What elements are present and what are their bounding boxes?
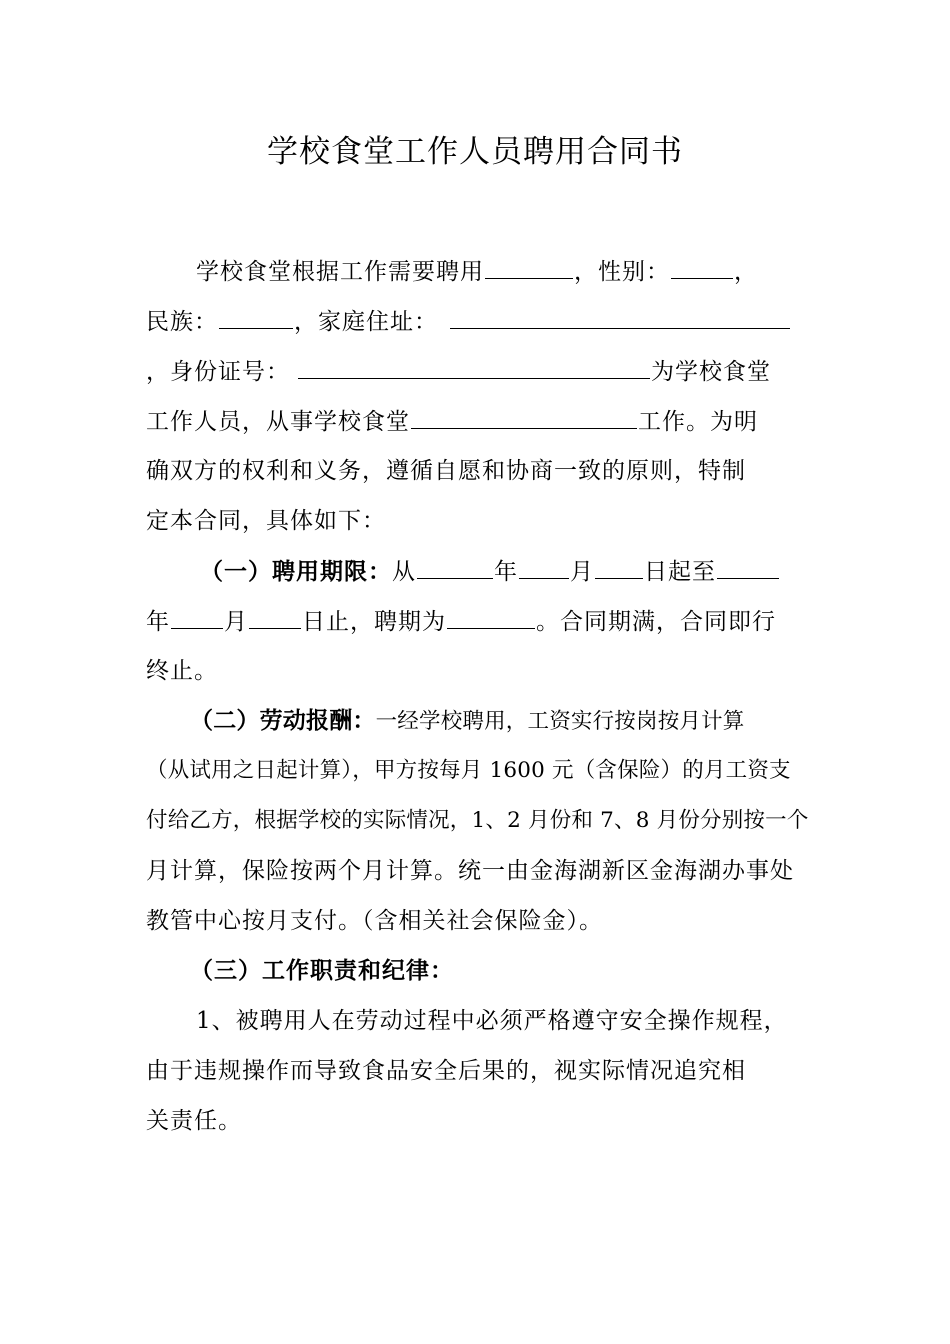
- term-line-3: 终止。: [146, 658, 218, 684]
- duration-blank[interactable]: [447, 606, 535, 629]
- intro-line-6: 定本合同，具体如下：: [146, 508, 386, 534]
- intro-text: ，家庭住址：: [294, 309, 438, 335]
- term-text: 。合同期满，合同即行: [536, 609, 776, 635]
- ethnicity-blank[interactable]: [219, 306, 293, 329]
- document-title: 学校食堂工作人员聘用合同书: [267, 134, 683, 170]
- intro-line-5: 确双方的权利和义务，遵循自愿和协商一致的原则，特制: [146, 458, 746, 484]
- term-text: 日止，聘期为: [302, 609, 446, 635]
- duty-item1-line-1: 1、被聘用人在劳动过程中必须严格遵守安全操作规程，: [196, 1008, 788, 1034]
- intro-line-3: [146, 356, 771, 387]
- intro-line-4: [146, 406, 758, 437]
- term-text: 从: [392, 559, 416, 585]
- intro-text: ，身份证号：: [146, 359, 290, 385]
- term-text: 日起至: [644, 559, 716, 585]
- end-year-blank[interactable]: [717, 556, 779, 579]
- intro-text: 为学校食堂: [651, 359, 771, 385]
- term-heading: （一）聘用期限：: [200, 559, 392, 585]
- intro-text: 工作。为明: [638, 409, 758, 435]
- pay-line-5: 教管中心按月支付。（含相关社会保险金）。: [146, 908, 603, 934]
- duty-item1-line-2: 由于违规操作而导致食品安全后果的，视实际情况追究相: [146, 1058, 746, 1084]
- start-month-blank[interactable]: [519, 556, 569, 579]
- term-text: 年: [494, 559, 518, 585]
- gender-blank[interactable]: [671, 256, 733, 279]
- intro-text: 民族：: [146, 309, 218, 335]
- start-day-blank[interactable]: [595, 556, 643, 579]
- intro-text: ，性别：: [574, 259, 670, 285]
- end-month-blank[interactable]: [171, 606, 223, 629]
- end-day-blank[interactable]: [249, 606, 301, 629]
- duty-heading: （三）工作职责和纪律：: [190, 958, 454, 984]
- job-blank[interactable]: [411, 406, 637, 429]
- pay-line-4: 月计算，保险按两个月计算。统一由金海湖新区金海湖办事处: [146, 858, 794, 884]
- pay-text: 一经学校聘用，工资实行按岗按月计算: [375, 709, 745, 734]
- address-blank[interactable]: [450, 306, 790, 329]
- term-text: 年: [146, 609, 170, 635]
- duty-item1-line-3: 关责任。: [146, 1108, 242, 1134]
- intro-text: 学校食堂根据工作需要聘用: [196, 259, 484, 285]
- pay-heading: （二）劳动报酬：: [190, 708, 376, 734]
- name-blank[interactable]: [485, 256, 573, 279]
- pay-line-3: 付给乙方，根据学校的实际情况，1、2 月份和 7、8 月份分别按一个: [146, 808, 809, 833]
- pay-line-1: [190, 706, 745, 737]
- term-text: 月: [224, 609, 248, 635]
- intro-line-2: [146, 306, 791, 337]
- pay-line-2: （从试用之日起计算），甲方按每月 1600 元（含保险）的月工资支: [146, 758, 791, 783]
- term-line-2: [146, 606, 776, 637]
- start-year-blank[interactable]: [417, 556, 493, 579]
- term-line-1: [200, 556, 780, 587]
- id-number-blank[interactable]: [298, 356, 650, 379]
- intro-text: ，: [734, 259, 758, 285]
- intro-line-1: [196, 256, 758, 287]
- intro-text: 工作人员，从事学校食堂: [146, 409, 410, 435]
- term-text: 月: [570, 559, 594, 585]
